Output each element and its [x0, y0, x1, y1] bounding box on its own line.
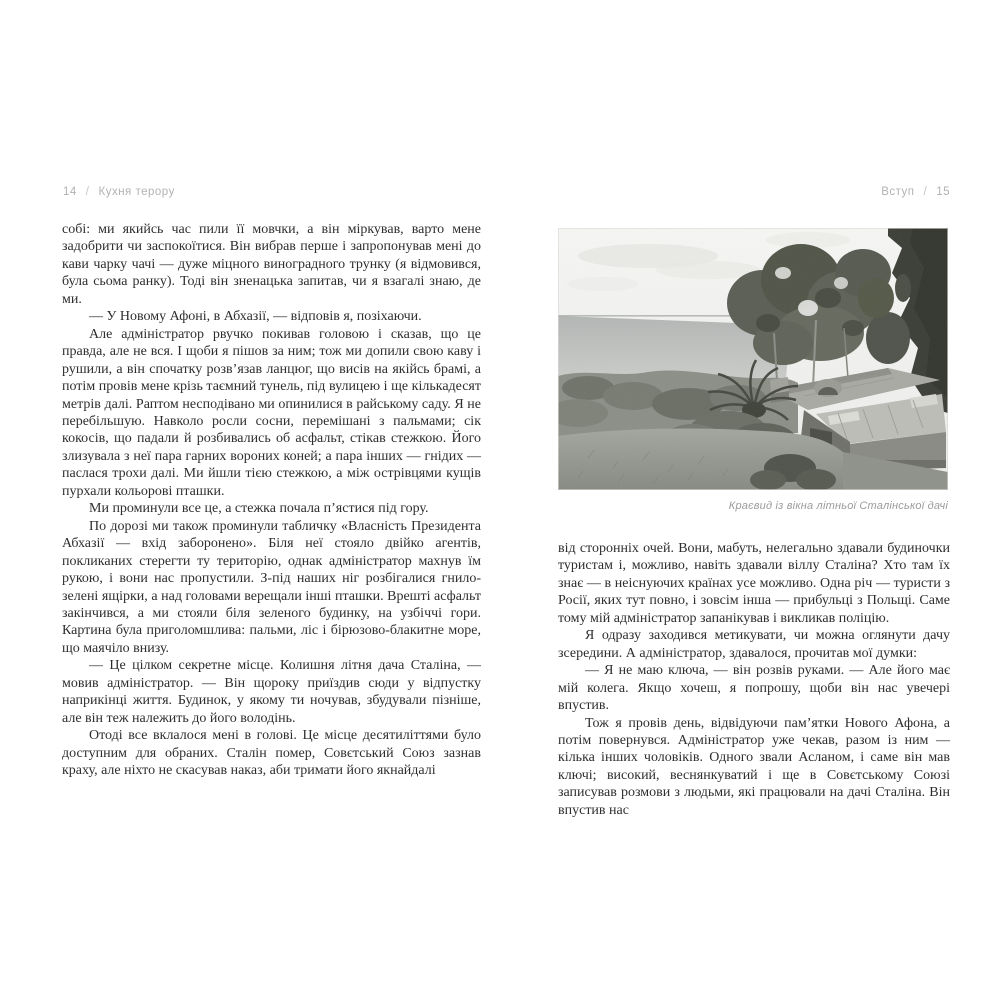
left-page-text-column — [62, 221, 481, 780]
chapter-title: Вступ — [881, 186, 915, 198]
body-paragraph: Я одразу заходився метикувати, чи можна оглянути дачу зсередини. А адміністратор, здавалося, прочитав мої думки: — [558, 628, 950, 661]
running-head-separator: / — [923, 186, 928, 198]
body-paragraph: — Це цілком секретне місце. Колишня літня дача Сталіна, — мовив адміністратор. — Він щороку приїздив сюди у відпустку наприкінці життя. Будинок, у якому ти ночував, збудували пізніше, але він теж належить до його володінь. — [62, 658, 481, 726]
photo-caption: Краєвид із вікна літньої Сталінської дачі — [728, 500, 948, 512]
running-head-right — [881, 186, 950, 198]
dacha-landscape-photo — [558, 228, 948, 490]
body-paragraph: Тож я провів день, відвідуючи пам’ятки Нового Афона, а потім повернувся. Адміністратор уже чекав, разом із ним — кілька інших чоловіків. Одного звали Асланом, і саме він мав ключі; високий, веснянкуватий і ще в Совєтському Союзі записував розмови з людьми, які працювали на дачі Сталіна. Він впустив нас — [558, 715, 950, 818]
body-paragraph: від сторонніх очей. Вони, мабуть, нелегально здавали будиночки туристам і, можливо, навіть здавали віллу Сталіна? Хто там їх знає — в неіснуючих країнах усе можливо. Одна річ — туристи з Росії, яких тут повно, і зовсім інша — прибульці з Польщі. Саме тому мій адміністратор запанікував і викликав поліцію. — [558, 541, 950, 626]
left-page-number: 14 — [63, 186, 77, 198]
body-paragraph: Отоді все вклалося мені в голові. Це місце десятиліттями було доступним для обраних. Сталін помер, Совєтський Союз зазнав краху, але ніхто не скасував наказ, аби тримати його якнайдалі — [62, 728, 481, 779]
body-paragraph: Але адміністратор рвучко покивав головою і сказав, що це правда, але не вся. І щоби я пішов за ним; тож ми допили свою каву і рушили, а він спочатку розв’язав ланцюг, що висів на якійсь брамі, а потім провів мене крізь таємний тунель, під вулицею і ще кількадесят метрів далі. Раптом несподівано ми опинилися в райському саду. Я не перебільшую. Навколо росли сосни, перемішані з пальмами; сік кокосів, що падали й розбивались об асфальт, стікав стежкою. Його злизувала з неї пара гарних вороних коней; а пара інших — гнідих — паслася трохи далі. Ми йшли тією стежкою, а між острівцями кущів пурхали кольорові пташки. — [62, 326, 481, 499]
body-paragraph: собі: ми якийсь час пили її мовчки, а він міркував, варто мене задобрити чи заспокоїтися. Він вибрав перше і запропонував мені до кави чарку чачі — дуже міцного виноградного трунку (я відмовився, була сьома ранку). Тоді він зненацька запитав, чи я взагалі знаю, де ми. — [62, 222, 481, 307]
running-head-left — [63, 186, 175, 198]
body-paragraph: — У Новому Афоні, в Абхазії, — відповів я, позіхаючи. — [89, 309, 422, 325]
photo-figure — [558, 228, 948, 512]
right-page-text-column — [558, 540, 950, 819]
book-title: Кухня терору — [98, 186, 175, 198]
running-head-separator: / — [85, 186, 90, 198]
right-page-number: 15 — [936, 186, 950, 198]
body-paragraph: — Я не маю ключа, — він розвів руками. — Але його має мій колега. Якщо хочеш, я попрошу, щоби він нас увечері впустив. — [558, 663, 950, 714]
body-paragraph: Ми проминули все це, а стежка почала п’ястися під гору. — [89, 501, 429, 517]
body-paragraph: По дорозі ми також проминули табличку «Власність Президента Абхазії — вхід заборонено». Біля неї стояло двійко агентів, покликаних стерегти ту територію, однак адміністратор махнув їм рукою, і вони нас пропустили. З-під наших ніг розбігалися гнило-зелені ящірки, а над головами верещали інші пташки. Врешті асфальт закінчився, а ми стояли біля зеленого будинку, на узбіччі гори. Картина була приголомшлива: пальми, ліс і бірюзово-блакитне море, що маячіло внизу. — [62, 518, 481, 656]
